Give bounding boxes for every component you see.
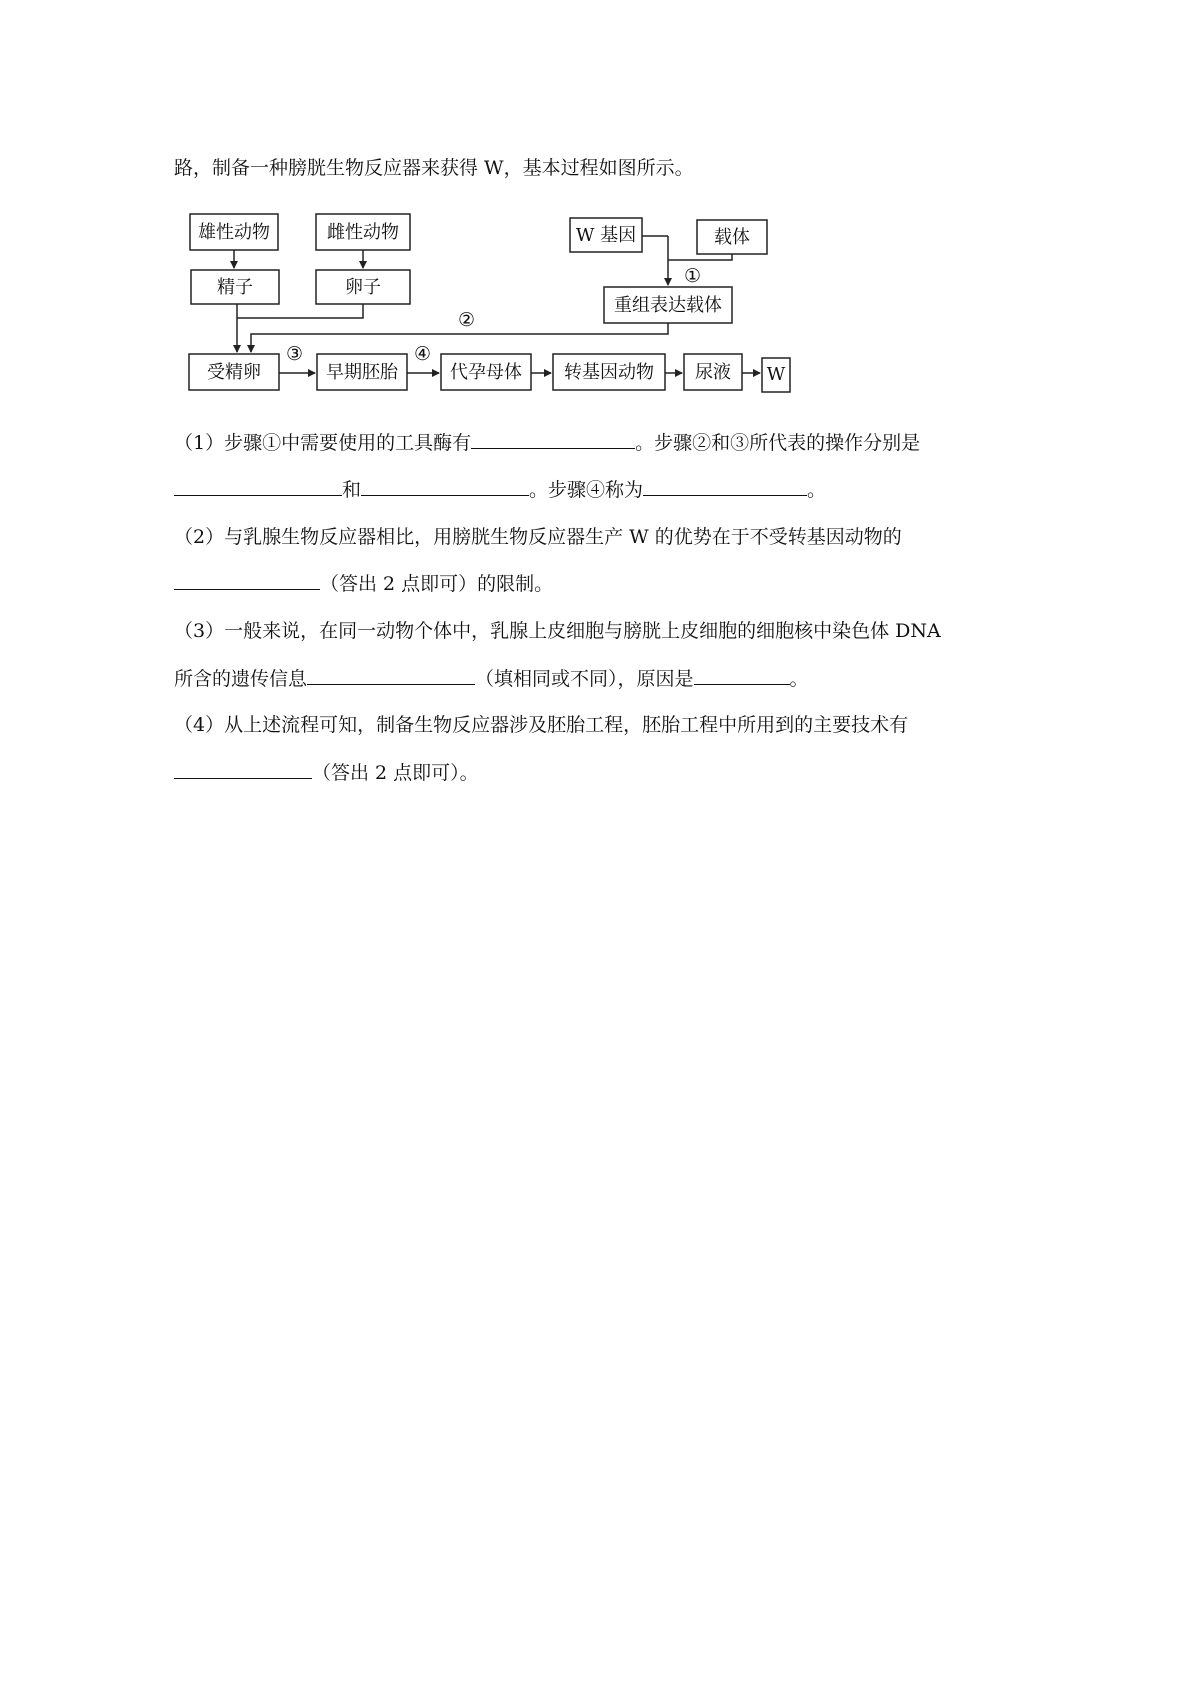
box-early-embryo [317,354,407,390]
box-female-animal [316,214,410,250]
q1-text-a: （1）步骤①中需要使用的工具酶有 [174,432,472,454]
label-early-embryo: 早期胚胎 [326,362,398,383]
label-recombinant-vector: 重组表达载体 [614,295,722,316]
label-male-animal: 雄性动物 [198,222,270,243]
q1-text-b: 。步骤②和③所代表的操作分别是 [635,432,921,454]
q1-blank-step2[interactable] [174,477,342,496]
label-urine: 尿液 [695,362,731,383]
box-urine [684,354,742,390]
box-sperm [191,270,279,304]
q2-blank-limits[interactable] [174,571,320,590]
q1-text-d: 。步骤④称为 [529,479,644,501]
label-product-w: W [766,364,786,385]
box-male-animal [190,214,278,250]
q1-text-c: 和 [342,479,362,501]
question-4-line-1: （4）从上述流程可知，制备生物反应器涉及胚胎工程，胚胎工程中所用到的主要技术有 [174,714,909,736]
box-w-gene [570,218,642,252]
step4-marker: ④ [414,343,432,365]
box-surrogate-mother [441,354,531,390]
question-2-line-1: （2）与乳腺生物反应器相比，用膀胱生物反应器生产 W 的优势在于不受转基因动物的 [174,526,902,548]
q1-blank-step3[interactable] [361,477,529,496]
arrow-egg-to-zygote [237,304,363,318]
label-transgenic-animal: 转基因动物 [564,362,654,383]
q1-text-e: 。 [807,479,827,501]
box-zygote [189,354,279,390]
box-egg [316,270,410,304]
q4-blank-techniques[interactable] [174,760,312,779]
label-surrogate-mother: 代孕母体 [450,362,522,383]
box-product-w [762,358,790,392]
question-3-line-2 [174,666,809,691]
q3-blank-reason[interactable] [694,666,790,685]
question-4-line-2 [174,760,479,785]
q4-text-b: （答出 2 点即可）。 [312,762,479,784]
q3-text-c: （填相同或不同），原因是 [475,668,694,690]
step2-marker: ② [458,309,476,331]
intro-text: 路，制备一种膀胱生物反应器来获得 W，基本过程如图所示。 [174,157,694,179]
box-recombinant-vector [604,287,732,323]
question-3-line-1: （3）一般来说，在同一动物个体中，乳腺上皮细胞与膀胱上皮细胞的细胞核中染色体 DNA [174,620,941,642]
question-1-line-2 [174,477,826,502]
box-transgenic-animal [553,354,665,390]
question-1-line-1 [174,430,920,455]
label-w-gene: W 基因 [575,225,637,246]
q1-blank-enzymes[interactable] [471,430,635,449]
label-egg: 卵子 [345,277,381,298]
label-zygote: 受精卵 [207,362,261,383]
q3-text-d: 。 [789,668,809,690]
q3-text-b: 所含的遗传信息 [174,668,308,690]
label-female-animal: 雌性动物 [327,222,399,243]
q3-blank-same-different[interactable] [307,666,475,685]
q1-blank-step4[interactable] [643,477,807,496]
step1-marker: ① [684,265,702,287]
line-vector [668,254,732,260]
label-vector: 载体 [714,227,750,248]
q2-text-b: （答出 2 点即可）的限制。 [320,573,554,595]
label-sperm: 精子 [217,277,253,298]
box-vector [697,220,767,254]
question-2-line-2 [174,571,553,596]
step3-marker: ③ [286,343,304,365]
flow-diagram [0,0,1200,420]
